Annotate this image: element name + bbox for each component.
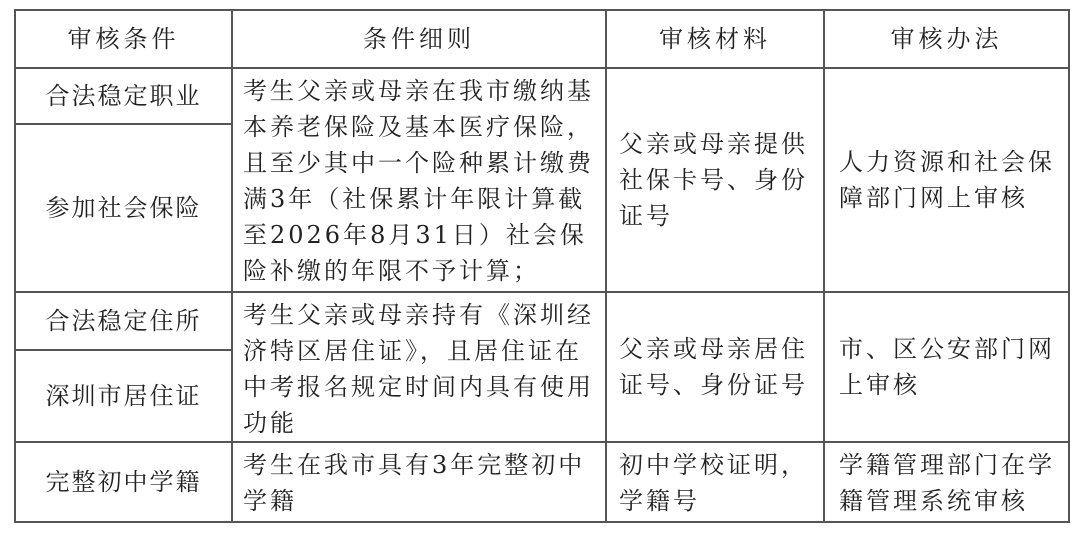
detail-cell: 考生父亲或母亲持有《深圳经济特区居住证》，且居住证在中考报名规定时间内具有使用功能 bbox=[232, 292, 606, 442]
condition-cell: 合法稳定职业 bbox=[15, 68, 232, 124]
review-conditions-table bbox=[14, 9, 1070, 523]
detail-cell: 考生父亲或母亲在我市缴纳基本养老保险及基本医疗保险，且至少其中一个险种累计缴费满3年（社保累计年限计算截至2026年8月31日）社会保险补缴的年限不予计算； bbox=[232, 68, 606, 292]
header-condition: 审核条件 bbox=[15, 10, 232, 68]
condition-cell: 参加社会保险 bbox=[15, 124, 232, 292]
table-header-row bbox=[15, 10, 1069, 68]
condition-cell: 完整初中学籍 bbox=[15, 442, 232, 522]
header-method: 审核办法 bbox=[824, 10, 1069, 68]
materials-cell: 初中学校证明，学籍号 bbox=[606, 442, 824, 522]
header-materials: 审核材料 bbox=[606, 10, 824, 68]
table-row bbox=[15, 442, 1069, 522]
materials-cell: 父亲或母亲居住证号、身份证号 bbox=[606, 292, 824, 442]
table-row bbox=[15, 292, 1069, 350]
table-row bbox=[15, 68, 1069, 124]
method-cell: 人力资源和社会保障部门网上审核 bbox=[824, 68, 1069, 292]
condition-cell: 合法稳定住所 bbox=[15, 292, 232, 350]
header-detail: 条件细则 bbox=[232, 10, 606, 68]
condition-cell: 深圳市居住证 bbox=[15, 350, 232, 442]
method-cell: 学籍管理部门在学籍管理系统审核 bbox=[824, 442, 1069, 522]
method-cell: 市、区公安部门网上审核 bbox=[824, 292, 1069, 442]
detail-cell: 考生在我市具有3年完整初中学籍 bbox=[232, 442, 606, 522]
materials-cell: 父亲或母亲提供社保卡号、身份证号 bbox=[606, 68, 824, 292]
